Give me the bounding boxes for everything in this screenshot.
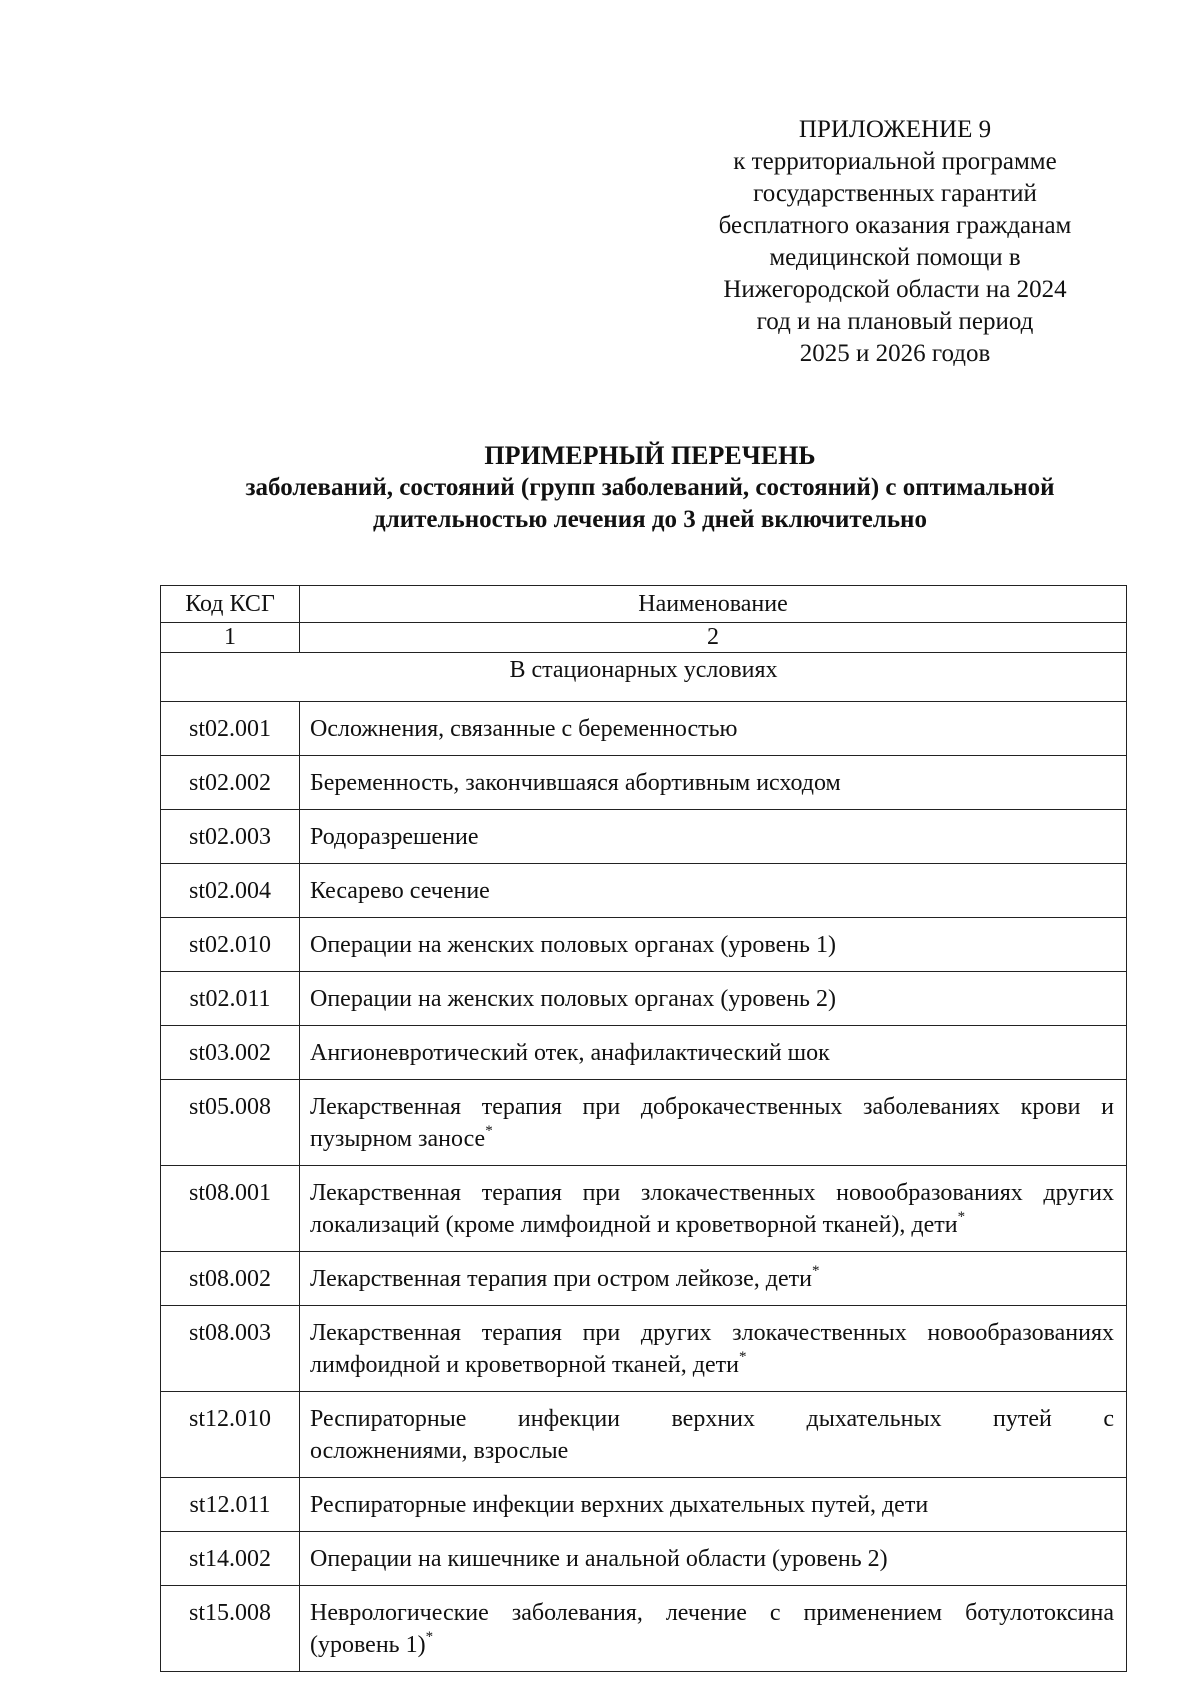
footnote-mark: * [738, 1349, 747, 1365]
ksg-name-text: Осложнения, связанные с беременностью [310, 716, 738, 742]
table-row [161, 1026, 1127, 1080]
table-row [161, 1586, 1127, 1672]
ksg-name [300, 1252, 1127, 1306]
footnote-mark: * [485, 1123, 493, 1139]
appendix-line: год и на плановый период [756, 308, 1034, 335]
table-row [161, 1252, 1127, 1306]
table-row [161, 810, 1127, 864]
title-line: заболеваний, состояний (групп заболеваний, состояний) с оптимальной [245, 474, 1055, 501]
table-row [161, 918, 1127, 972]
ksg-name [300, 1478, 1127, 1532]
ksg-name [300, 756, 1127, 810]
ksg-name [300, 864, 1127, 918]
footnote-mark: * [811, 1263, 820, 1279]
section-title: В стационарных условиях [161, 653, 1127, 702]
column-number-row [161, 623, 1127, 653]
ksg-code: st08.003 [161, 1306, 300, 1392]
ksg-code: st12.011 [161, 1478, 300, 1532]
ksg-name [300, 1166, 1127, 1252]
ksg-name-text: Кесарево сечение [310, 878, 490, 904]
table-row [161, 1532, 1127, 1586]
ksg-name-text: Респираторные инфекции верхних дыхательных путей с осложнениями, взрослые [310, 1406, 1114, 1464]
header-code: Код КСГ [161, 586, 300, 623]
ksg-code: st02.010 [161, 918, 300, 972]
ksg-name [300, 1392, 1127, 1478]
ksg-name-text: Беременность, закончившаяся абортивным исходом [310, 770, 841, 796]
appendix-line: Нижегородской области на 2024 [723, 276, 1067, 303]
section-row [161, 653, 1127, 702]
column-number: 1 [161, 623, 300, 653]
table-row [161, 1306, 1127, 1392]
table-row [161, 1166, 1127, 1252]
appendix-line: ПРИЛОЖЕНИЕ 9 [798, 116, 992, 143]
ksg-code: st02.011 [161, 972, 300, 1026]
appendix-line: государственных гарантий [753, 180, 1037, 207]
footnote-mark: * [957, 1209, 966, 1225]
header-name: Наименование [300, 586, 1127, 623]
table-row [161, 864, 1127, 918]
ksg-name [300, 810, 1127, 864]
ksg-name-text: Респираторные инфекции верхних дыхательных путей, дети [310, 1492, 929, 1518]
ksg-name-text: Ангионевротический отек, анафилактический шок [310, 1040, 830, 1066]
ksg-name [300, 972, 1127, 1026]
appendix-line: бесплатного оказания гражданам [718, 212, 1072, 239]
ksg-code: st02.002 [161, 756, 300, 810]
ksg-code: st15.008 [161, 1586, 300, 1672]
ksg-code: st05.008 [161, 1080, 300, 1166]
ksg-code: st02.004 [161, 864, 300, 918]
table-row [161, 1392, 1127, 1478]
ksg-name [300, 1026, 1127, 1080]
ksg-table [160, 585, 1127, 1672]
ksg-name [300, 1586, 1127, 1672]
ksg-code: st02.001 [161, 702, 300, 756]
ksg-name-text: Операции на женских половых органах (уровень 2) [310, 986, 836, 1012]
ksg-code: st02.003 [161, 810, 300, 864]
table-header-row [161, 586, 1127, 623]
ksg-name-text: Операции на кишечнике и анальной области (уровень 2) [310, 1546, 888, 1572]
footnote-mark: * [425, 1629, 434, 1645]
appendix-line: к территориальной программе [733, 148, 1057, 175]
ksg-table-container [160, 585, 1126, 1672]
ksg-code: st14.002 [161, 1532, 300, 1586]
table-row [161, 702, 1127, 756]
ksg-code: st08.001 [161, 1166, 300, 1252]
table-row [161, 1080, 1127, 1166]
ksg-name [300, 1532, 1127, 1586]
ksg-code: st03.002 [161, 1026, 300, 1080]
ksg-name-text: Операции на женских половых органах (уровень 1) [310, 932, 836, 958]
ksg-name-text: Лекарственная терапия при доброкачественных заболеваниях крови и пузырном заносе [310, 1094, 1114, 1152]
ksg-name [300, 702, 1127, 756]
ksg-code: st08.002 [161, 1252, 300, 1306]
column-number: 2 [300, 623, 1127, 653]
ksg-name-text: Неврологические заболевания, лечение с применением ботулотоксина (уровень 1) [310, 1600, 1114, 1658]
title-main: ПРИМЕРНЫЙ ПЕРЕЧЕНЬ [484, 441, 816, 470]
ksg-name-text: Родоразрешение [310, 824, 479, 850]
ksg-name [300, 918, 1127, 972]
appendix-line: медицинской помощи в [769, 244, 1021, 271]
appendix-line: 2025 и 2026 годов [799, 340, 991, 367]
table-row [161, 756, 1127, 810]
table-row [161, 1478, 1127, 1532]
ksg-name [300, 1080, 1127, 1166]
ksg-code: st12.010 [161, 1392, 300, 1478]
ksg-name-text: Лекарственная терапия при злокачественных новообразованиях других локализаций (кроме лимфоидной и кроветворной тканей), дети [310, 1180, 1114, 1238]
table-row [161, 972, 1127, 1026]
appendix-heading [680, 114, 1110, 370]
ksg-name-text: Лекарственная терапия при других злокачественных новообразованиях лимфоидной и кроветворной тканей, дети [310, 1320, 1114, 1378]
ksg-name-text: Лекарственная терапия при остром лейкозе, дети [310, 1266, 812, 1292]
title-line: длительностью лечения до 3 дней включительно [373, 506, 927, 533]
ksg-name [300, 1306, 1127, 1392]
document-title [100, 440, 1200, 536]
